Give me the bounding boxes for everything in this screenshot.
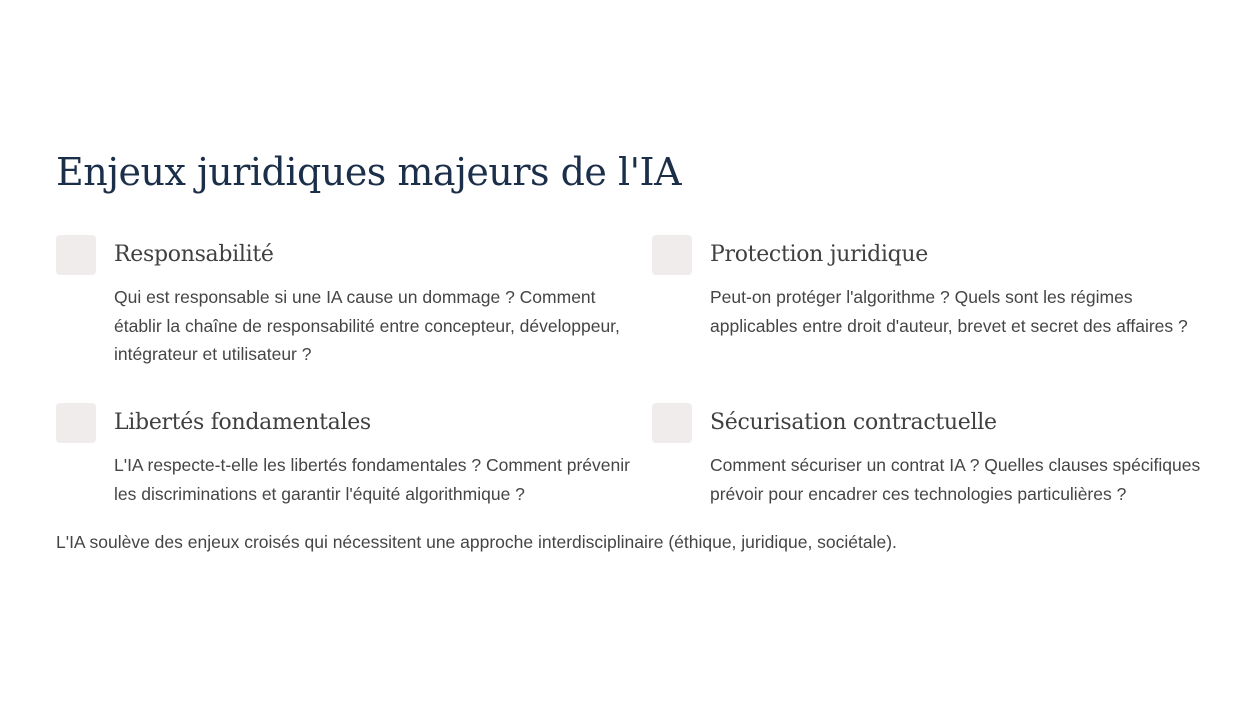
card-description: Comment sécuriser un contrat IA ? Quelles clauses spécifiques prévoir pour encadrer ces technologies particulières ? xyxy=(710,455,1201,504)
card-title: Protection juridique xyxy=(710,242,928,267)
card-title: Libertés fondamentales xyxy=(114,410,371,435)
card-title: Sécurisation contractuelle xyxy=(710,410,997,435)
placeholder-square-icon xyxy=(56,235,96,275)
card-title: Responsabilité xyxy=(114,242,274,267)
placeholder-square-icon xyxy=(652,235,692,275)
page-title: Enjeux juridiques majeurs de l'IA xyxy=(56,150,682,194)
footer-note: L'IA soulève des enjeux croisés qui nécessitent une approche interdisciplinaire (éthique, juridique, sociétale). xyxy=(56,532,897,552)
card-description: Peut-on protéger l'algorithme ? Quels sont les régimes applicables entre droit d'auteur, brevet et secret des affaires ? xyxy=(710,287,1188,336)
card-description: L'IA respecte-t-elle les libertés fondamentales ? Comment prévenir les discriminations et garantir l'équité algorithmique ? xyxy=(114,455,630,504)
placeholder-square-icon xyxy=(652,403,692,443)
placeholder-square-icon xyxy=(56,403,96,443)
card-description: Qui est responsable si une IA cause un dommage ? Comment établir la chaîne de responsabilité entre concepteur, développeur, intégrateur et utilisateur ? xyxy=(114,287,620,364)
